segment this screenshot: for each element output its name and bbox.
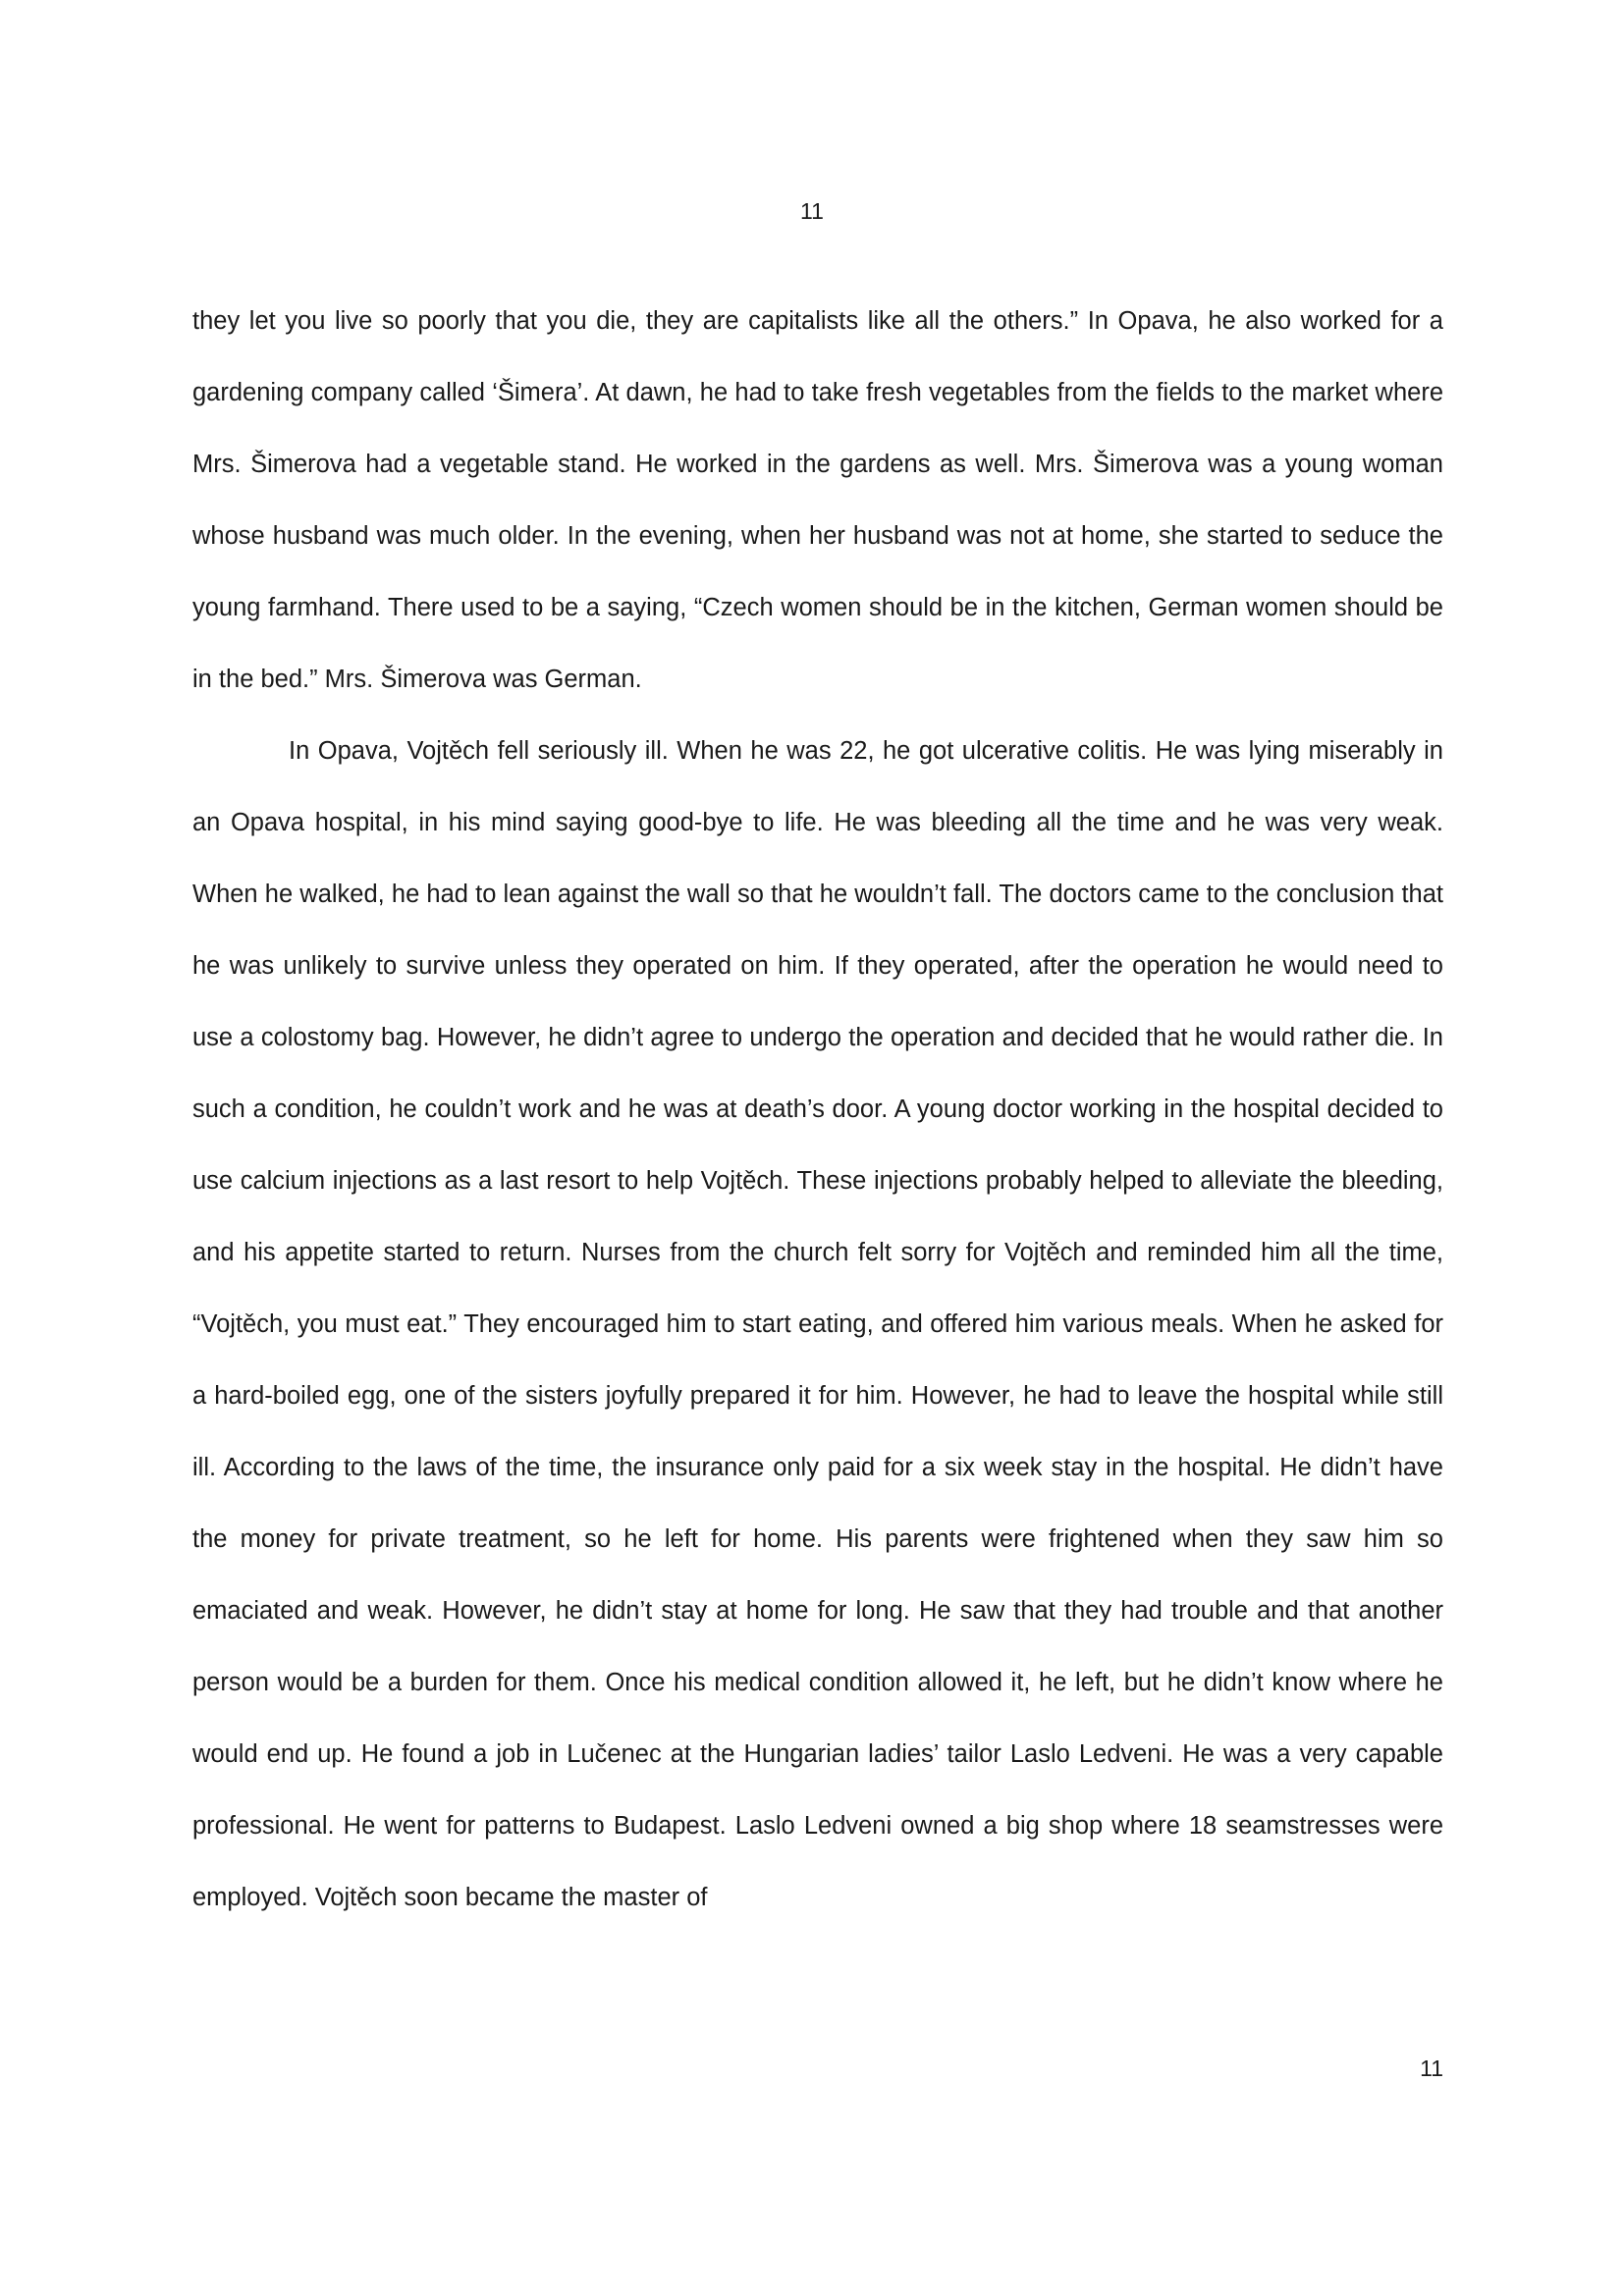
header-page-number: 11: [800, 198, 824, 224]
footer-page-number: 11: [1420, 2056, 1443, 2081]
paragraph-1: they let you live so poorly that you die, they are capitalists like all the others.” In Opava, he also worked for a gardening company called ‘Šimera’. At dawn, he had to take fresh vegetables from the fields to the market where Mrs. Šimerova had a vegetable stand. He worked in the gardens as well. Mrs. Šimerova was a young woman whose husband was much older. In the evening, when her husband was not at home, she started to seduce the young farmhand. There used to be a saying, “Czech women should be in the kitchen, German women should be in the bed.” Mrs. Šimerova was German.: [192, 307, 1443, 693]
body-text: [192, 286, 1443, 1934]
paragraph-2: In Opava, Vojtěch fell seriously ill. When he was 22, he got ulcerative colitis. He was lying miserably in an Opava hospital, in his mind saying good-bye to life. He was bleeding all the time and he was very weak. When he walked, he had to lean against the wall so that he wouldn’t fall. The doctors came to the conclusion that he was unlikely to survive unless they operated on him. If they operated, after the operation he would need to use a colostomy bag. However, he didn’t agree to undergo the operation and decided that he would rather die. In such a condition, he couldn’t work and he was at death’s door. A young doctor working in the hospital decided to use calcium injections as a last resort to help Vojtěch. These injections probably helped to alleviate the bleeding, and his appetite started to return. Nurses from the church felt sorry for Vojtěch and reminded him all the time, “Vojtěch, you must eat.” They encouraged him to start eating, and offered him various meals. When he asked for a hard-boiled egg, one of the sisters joyfully prepared it for him. However, he had to leave the hospital while still ill. According to the laws of the time, the insurance only paid for a six week stay in the hospital. He didn’t have the money for private treatment, so he left for home. His parents were frightened when they saw him so emaciated and weak. However, he didn’t stay at home for long. He saw that they had trouble and that another person would be a burden for them. Once his medical condition allowed it, he left, but he didn’t know where he would end up. He found a job in Lučenec at the Hungarian ladies’ tailor Laslo Ledveni. He was a very capable professional. He went for patterns to Budapest. Laslo Ledveni owned a big shop where 18 seamstresses were employed. Vojtěch soon became the master of: [192, 737, 1443, 1911]
